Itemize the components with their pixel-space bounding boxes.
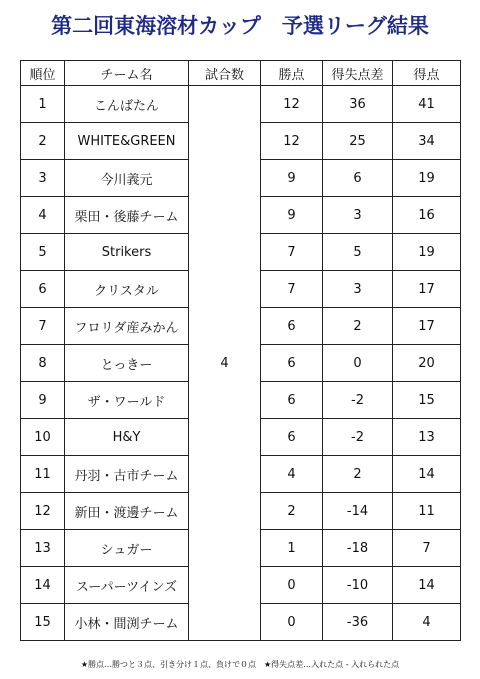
- goal-diff-cell: 3: [323, 271, 393, 308]
- rank-cell: 7: [21, 308, 65, 345]
- points-cell: 6: [261, 382, 323, 419]
- goal-diff-cell: 0: [323, 345, 393, 382]
- team-name-cell: ザ・ワールド: [65, 382, 189, 419]
- header-goals: 得点: [393, 61, 461, 86]
- rank-cell: 10: [21, 419, 65, 456]
- goal-diff-cell: 5: [323, 234, 393, 271]
- goals-cell: 15: [393, 382, 461, 419]
- team-name-cell: WHITE&GREEN: [65, 123, 189, 160]
- team-name-cell: H&Y: [65, 419, 189, 456]
- team-name-cell: 新田・渡邊チーム: [65, 493, 189, 530]
- points-cell: 6: [261, 419, 323, 456]
- team-name-cell: クリスタル: [65, 271, 189, 308]
- rank-cell: 5: [21, 234, 65, 271]
- team-name-cell: シュガー: [65, 530, 189, 567]
- rank-cell: 8: [21, 345, 65, 382]
- team-name-cell: とっきー: [65, 345, 189, 382]
- points-cell: 2: [261, 493, 323, 530]
- goals-cell: 17: [393, 271, 461, 308]
- goal-diff-cell: -36: [323, 604, 393, 641]
- team-name-cell: 小林・間渕チーム: [65, 604, 189, 641]
- points-cell: 9: [261, 197, 323, 234]
- header-goal-diff: 得失点差: [323, 61, 393, 86]
- rank-cell: 3: [21, 160, 65, 197]
- goal-diff-cell: -2: [323, 419, 393, 456]
- points-cell: 0: [261, 567, 323, 604]
- goals-cell: 19: [393, 160, 461, 197]
- goal-diff-cell: 6: [323, 160, 393, 197]
- points-cell: 12: [261, 123, 323, 160]
- goal-diff-cell: 25: [323, 123, 393, 160]
- team-name-cell: スーパーツインズ: [65, 567, 189, 604]
- points-cell: 4: [261, 456, 323, 493]
- team-name-cell: 栗田・後藤チーム: [65, 197, 189, 234]
- rank-cell: 1: [21, 86, 65, 123]
- header-rank: 順位: [21, 61, 65, 86]
- games-played-cell: 4: [189, 86, 261, 641]
- points-cell: 0: [261, 604, 323, 641]
- goals-cell: 41: [393, 86, 461, 123]
- rank-cell: 9: [21, 382, 65, 419]
- rank-cell: 11: [21, 456, 65, 493]
- goals-cell: 34: [393, 123, 461, 160]
- points-cell: 6: [261, 308, 323, 345]
- goal-diff-cell: 3: [323, 197, 393, 234]
- goal-diff-cell: 2: [323, 308, 393, 345]
- goals-cell: 14: [393, 567, 461, 604]
- goals-cell: 11: [393, 493, 461, 530]
- team-name-cell: Strikers: [65, 234, 189, 271]
- rank-cell: 12: [21, 493, 65, 530]
- points-cell: 12: [261, 86, 323, 123]
- rank-cell: 2: [21, 123, 65, 160]
- page-title: 第二回東海溶材カップ 予選リーグ結果: [51, 14, 429, 38]
- header-games: 試合数: [189, 61, 261, 86]
- goal-diff-cell: -10: [323, 567, 393, 604]
- standings-table: [20, 60, 461, 641]
- team-name-cell: こんばたん: [65, 86, 189, 123]
- header-team: チーム名: [65, 61, 189, 86]
- points-cell: 7: [261, 234, 323, 271]
- goals-cell: 13: [393, 419, 461, 456]
- table-header-row: [21, 61, 461, 86]
- points-cell: 6: [261, 345, 323, 382]
- rank-cell: 15: [21, 604, 65, 641]
- goal-diff-cell: 2: [323, 456, 393, 493]
- goals-cell: 17: [393, 308, 461, 345]
- goal-diff-cell: 36: [323, 86, 393, 123]
- team-name-cell: 丹羽・古市チーム: [65, 456, 189, 493]
- rank-cell: 13: [21, 530, 65, 567]
- goals-cell: 16: [393, 197, 461, 234]
- goals-cell: 4: [393, 604, 461, 641]
- goals-cell: 20: [393, 345, 461, 382]
- rank-cell: 14: [21, 567, 65, 604]
- goals-cell: 14: [393, 456, 461, 493]
- footnote: ★勝点…勝つと３点、引き分け１点、負けで０点 ★得失点差…入れた点 - 入れられた点: [80, 660, 400, 669]
- header-points: 勝点: [261, 61, 323, 86]
- team-name-cell: フロリダ産みかん: [65, 308, 189, 345]
- rank-cell: 6: [21, 271, 65, 308]
- team-name-cell: 今川義元: [65, 160, 189, 197]
- goal-diff-cell: -14: [323, 493, 393, 530]
- goal-diff-cell: -2: [323, 382, 393, 419]
- table-row: [21, 86, 461, 123]
- rank-cell: 4: [21, 197, 65, 234]
- goals-cell: 19: [393, 234, 461, 271]
- goals-cell: 7: [393, 530, 461, 567]
- points-cell: 7: [261, 271, 323, 308]
- points-cell: 1: [261, 530, 323, 567]
- points-cell: 9: [261, 160, 323, 197]
- goal-diff-cell: -18: [323, 530, 393, 567]
